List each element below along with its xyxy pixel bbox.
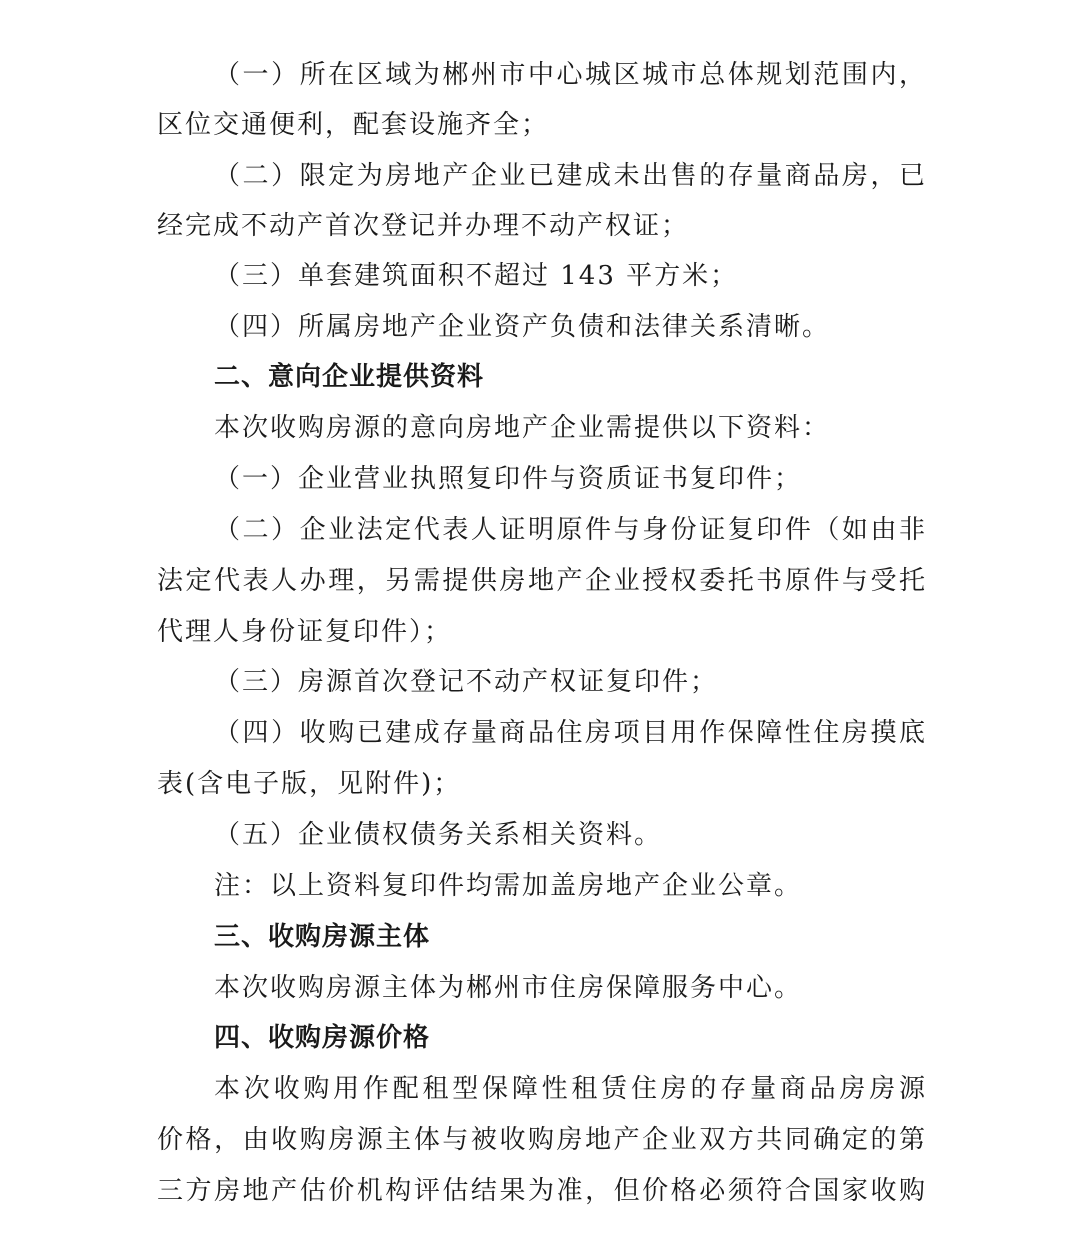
paragraph-line: 法定代表人办理，另需提供房地产企业授权委托书原件与受托 <box>157 566 927 596</box>
paragraph-line: 三方房地产估价机构评估结果为准，但价格必须符合国家收购 <box>157 1176 927 1206</box>
note-line: 注：以上资料复印件均需加盖房地产企业公章。 <box>214 871 803 901</box>
paragraph-line: （五）企业债权债务关系相关资料。 <box>214 820 663 850</box>
paragraph-line: 本次收购房源主体为郴州市住房保障服务中心。 <box>214 973 803 1003</box>
paragraph-line: （二）企业法定代表人证明原件与身份证复印件（如由非 <box>214 515 927 545</box>
paragraph-line: （三）单套建筑面积不超过 143 平方米； <box>214 261 739 291</box>
paragraph-line: （二）限定为房地产企业已建成未出售的存量商品房，已 <box>214 161 927 191</box>
paragraph-line: （一）企业营业执照复印件与资质证书复印件； <box>214 464 803 494</box>
paragraph-line: 经完成不动产首次登记并办理不动产权证； <box>157 211 690 241</box>
paragraph-line: （四）收购已建成存量商品住房项目用作保障性住房摸底 <box>214 718 927 748</box>
paragraph-line: 价格，由收购房源主体与被收购房地产企业双方共同确定的第 <box>157 1125 927 1155</box>
section-heading: 二、意向企业提供资料 <box>214 362 485 392</box>
section-heading: 四、收购房源价格 <box>214 1023 431 1053</box>
paragraph-line: 本次收购房源的意向房地产企业需提供以下资料： <box>214 413 831 443</box>
paragraph-line: （四）所属房地产企业资产负债和法律关系清晰。 <box>214 312 831 342</box>
paragraph-line: 本次收购用作配租型保障性租赁住房的存量商品房房源 <box>214 1074 927 1104</box>
section-heading: 三、收购房源主体 <box>214 922 431 952</box>
paragraph-line: （一）所在区域为郴州市中心城区城市总体规划范围内， <box>214 60 927 90</box>
paragraph-line: 表(含电子版，见附件)； <box>157 769 462 799</box>
paragraph-line: 区位交通便利，配套设施齐全； <box>157 110 550 140</box>
paragraph-line: （三）房源首次登记不动产权证复印件； <box>214 667 719 697</box>
paragraph-line: 代理人身份证复印件）； <box>157 617 453 647</box>
